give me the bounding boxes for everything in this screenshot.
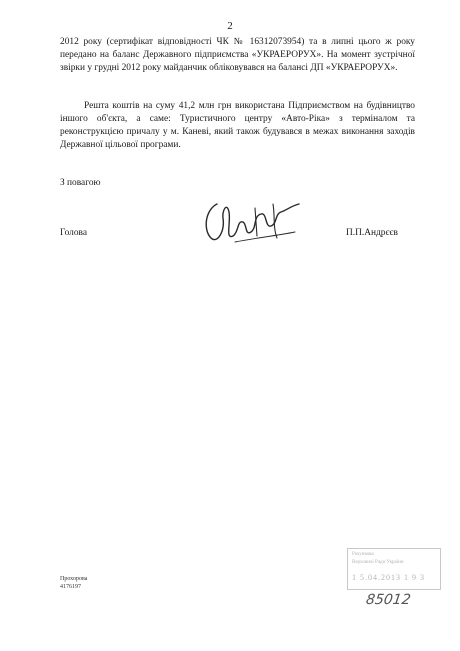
body-paragraph-1: 2012 року (сертифікат відповідності ЧК № 16312073954) та в липні цього ж року передано на баланс Державного підприємства «УКРАЕРОРУХ». На момент зустрічної звірки у грудні 2012 року майданчик обліковувався на балансі ДП «УКРАЕРОРУХ».	[60, 37, 415, 73]
handwritten-registration-number: 85012	[364, 592, 412, 608]
executor-name: Прохорова	[60, 576, 88, 582]
executor-phone: 4176197	[60, 584, 81, 590]
executor-block	[60, 575, 87, 591]
signer-title: Голова	[60, 228, 87, 238]
handwritten-signature	[195, 192, 315, 252]
signer-name: П.П.Андрєєв	[346, 228, 398, 238]
stamp-line-1: Рахункова	[352, 552, 374, 557]
closing-regards: З повагою	[60, 178, 101, 188]
stamp-line-2: Верховної Ради України	[352, 560, 404, 565]
stamp-line-3: 1 5.04.2013 1 9 3	[352, 573, 425, 582]
body-paragraph-2: Решта коштів на суму 41,2 млн грн використана Підприємством на будівництво іншого об'єкта, а саме: Туристичного центру «Авто-Ріка» з терміналом та реконструкцією причалу у м. Каневі, який також будувався в межах виконання заходів Державної цільової програми.	[60, 101, 415, 150]
registration-stamp	[347, 548, 441, 590]
page-number: 2	[227, 20, 233, 32]
